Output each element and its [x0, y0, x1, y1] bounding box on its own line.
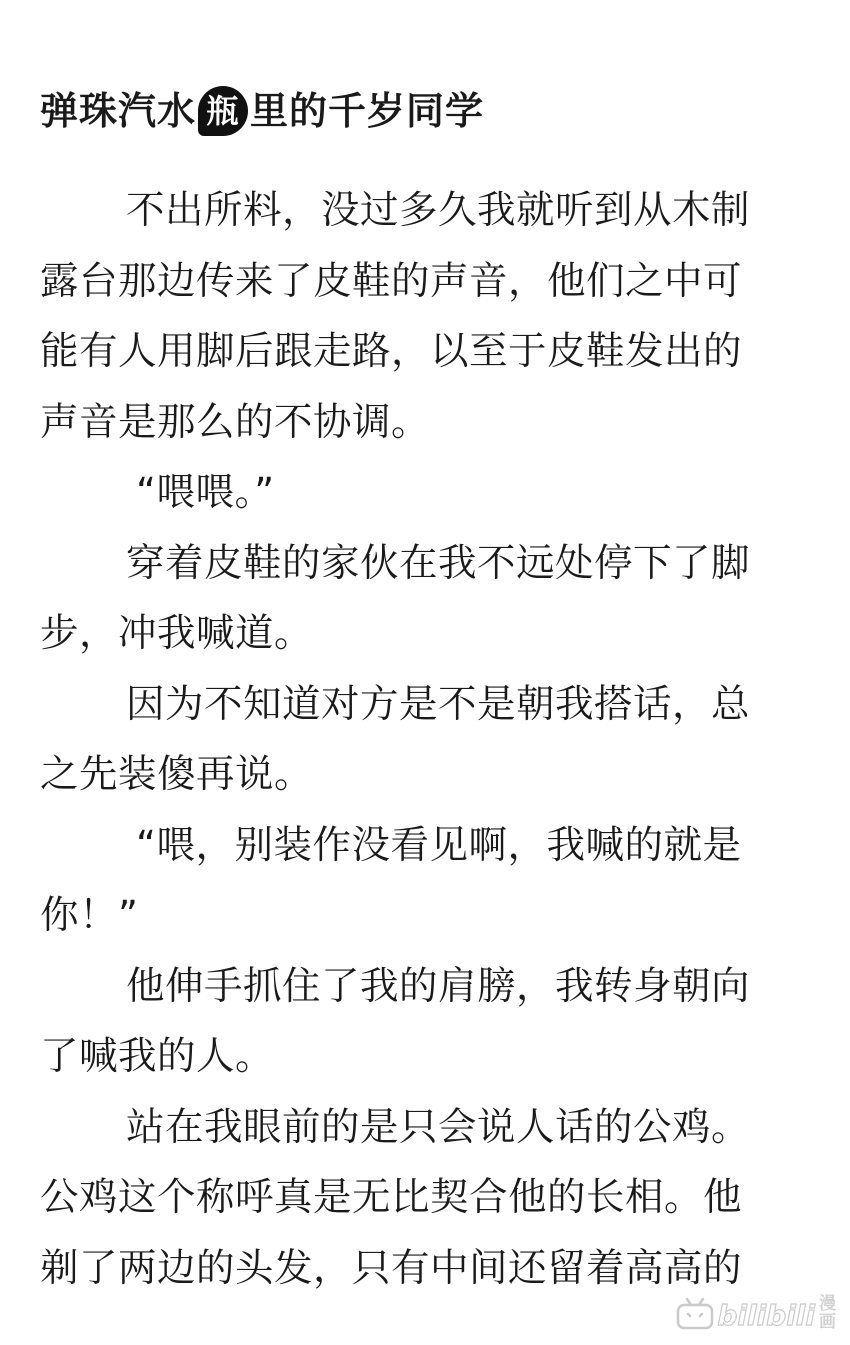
text-line: 你！”	[40, 893, 139, 938]
bilibili-manga-watermark	[675, 1295, 836, 1331]
text-line: 步，冲我喊道。	[40, 611, 314, 656]
title-prefix: 弹珠汽水	[40, 88, 197, 133]
text-line: 之先装傻再说。	[40, 752, 314, 797]
watermark-label-top: 漫	[819, 1294, 836, 1314]
text-line: 他伸手抓住了我的肩膀，我转身朝向	[126, 963, 751, 1009]
text-line: “喂喂。”	[136, 470, 275, 515]
title-suffix: 里的千岁同学	[250, 88, 485, 133]
text-line: 公鸡这个称呼真是无比契合他的长相。他	[40, 1175, 743, 1220]
text-line: 穿着皮鞋的家伙在我不远处停下了脚	[126, 540, 751, 586]
text-line: 站在我眼前的是只会说人话的公鸡。	[126, 1104, 751, 1150]
title-badge-char: 瓶	[198, 86, 248, 136]
text-line: 不出所料，没过多久我就听到从木制	[126, 188, 751, 233]
book-title	[40, 86, 484, 136]
text-line: 声音是那么的不协调。	[40, 399, 431, 445]
text-line: 因为不知道对方是不是朝我搭话，总	[126, 681, 751, 727]
watermark-label	[819, 1295, 836, 1331]
text-line: 能有人用脚后跟走路，以至于皮鞋发出的	[40, 329, 743, 374]
text-line: 了喊我的人。	[40, 1034, 275, 1079]
text-line: 剃了两边的头发，只有中间还留着高高的	[40, 1245, 743, 1291]
watermark-label-bottom: 画	[819, 1312, 836, 1332]
text-line: 露台那边传来了皮鞋的声音，他们之中可	[40, 258, 743, 304]
tv-logo-icon	[675, 1297, 715, 1331]
chapter-text	[40, 176, 812, 1304]
watermark-brand: bilibili	[717, 1299, 815, 1332]
text-line: “喂，别装作没看见啊，我喊的就是	[136, 822, 742, 868]
